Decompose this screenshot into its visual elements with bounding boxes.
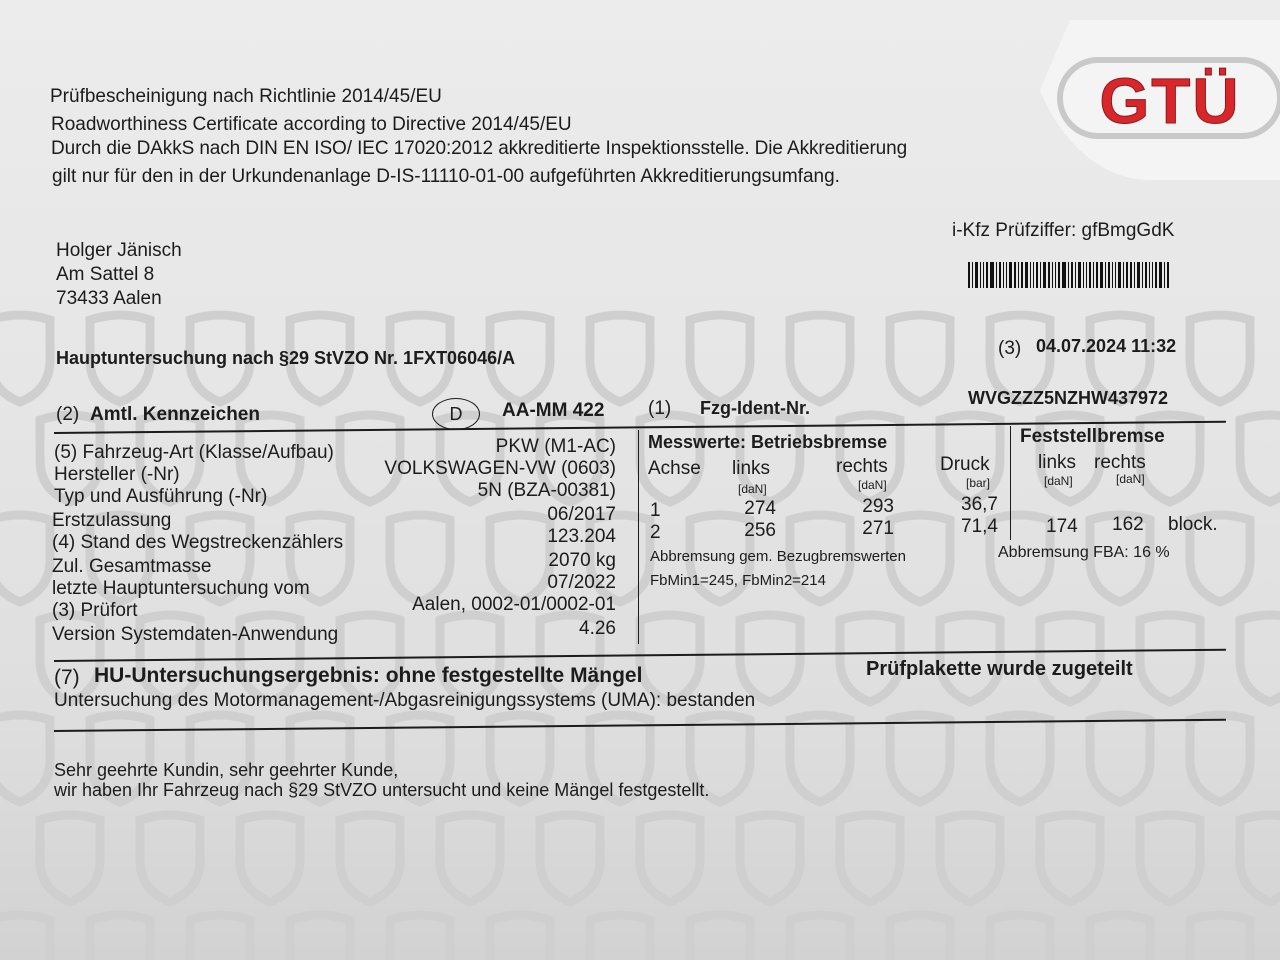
vehicle-row-0-label: (5) Fahrzeug-Art (Klasse/Aufbau) — [54, 442, 334, 463]
watermark-shield — [1190, 715, 1250, 802]
vehicle-row-5-value: 2070 kg — [548, 550, 616, 571]
watermark-shield — [940, 815, 1000, 902]
watermark-shield — [0, 515, 50, 602]
plate-prefix: (2) — [56, 404, 80, 425]
vehicle-row-0-value: PKW (M1-AC) — [495, 436, 616, 457]
vehicle-row-1-value: VOLKSWAGEN-VW (0603) — [384, 458, 616, 479]
watermark-shield — [1190, 315, 1250, 402]
barcode-bar — [1159, 262, 1162, 288]
watermark-shield — [740, 815, 800, 902]
watermark-shield — [0, 915, 50, 960]
parking-status: block. — [1168, 514, 1218, 535]
watermark-shield — [590, 915, 650, 960]
header-line-4: gilt nur für den in der Urkundenanlage D-IS-11110-01-00 aufgeführten Akkreditierungsumfang. — [52, 166, 840, 187]
watermark-shield — [240, 815, 300, 902]
barcode-bar — [1078, 262, 1081, 288]
barcode-bar — [1068, 262, 1069, 288]
vin-label: Fzg-Ident-Nr. — [700, 398, 810, 418]
vehicle-row-7-label: (3) Prüfort — [52, 600, 138, 621]
result-prefix: (7) — [54, 666, 80, 689]
brake-row-1-pressure: 36,7 — [961, 494, 998, 515]
barcode-bar — [1100, 262, 1103, 288]
parking-brake-title: Feststellbremse — [1020, 426, 1165, 447]
barcode-bar — [1033, 262, 1034, 288]
watermark-shield — [140, 815, 200, 902]
watermark-shield — [840, 815, 900, 902]
address-city: 73433 Aalen — [56, 288, 162, 309]
watermark-shield — [1040, 815, 1100, 902]
brake-unit-left: [daN] — [738, 482, 767, 496]
barcode-bar — [1021, 262, 1023, 288]
vehicle-row-3-value: 06/2017 — [547, 504, 616, 525]
barcode-bar — [1115, 262, 1116, 288]
barcode-bar — [1134, 262, 1135, 288]
plate-label: Amtl. Kennzeichen — [90, 404, 260, 425]
watermark-shield — [690, 915, 750, 960]
brake-row-2-left: 256 — [744, 520, 776, 541]
country-code-badge: D — [432, 398, 480, 430]
vehicle-row-8-value: 4.26 — [579, 618, 616, 639]
barcode — [968, 262, 1206, 288]
barcode-bar — [980, 262, 981, 288]
watermark-shield — [740, 615, 800, 702]
vehicle-row-4-value: 123.204 — [547, 526, 616, 547]
sticker-assigned: Prüfplakette wurde zugeteilt — [866, 658, 1133, 680]
barcode-bar — [986, 262, 988, 288]
barcode-bar — [968, 262, 970, 288]
barcode-bar — [1055, 262, 1056, 288]
vehicle-row-5-label: Zul. Gesamtmasse — [52, 556, 212, 577]
barcode-bar — [1112, 262, 1113, 288]
watermark-shield — [490, 915, 550, 960]
barcode-bar — [983, 262, 984, 288]
watermark-shield — [0, 715, 50, 802]
watermark-shield — [1090, 715, 1150, 802]
plate-value: AA-MM 422 — [502, 400, 605, 421]
result-title: HU-Untersuchungsergebnis: ohne festgestellte Mängel — [94, 664, 643, 687]
parking-col-right: rechts — [1094, 452, 1146, 473]
header-line-3: Durch die DAkkS nach DIN EN ISO/ IEC 17020:2012 akkreditierte Inspektionsstelle. Die Akkreditierung — [51, 138, 908, 159]
barcode-bar — [1086, 262, 1087, 288]
watermark-shield — [1240, 815, 1280, 902]
barcode-bar — [1142, 262, 1143, 288]
watermark-shield — [640, 615, 700, 702]
barcode-bar — [1155, 262, 1157, 288]
barcode-bar — [1083, 262, 1084, 288]
uma-result: Untersuchung des Motormanagement-/Abgasreinigungssystems (UMA): bestanden — [54, 690, 756, 711]
vehicle-row-2-label: Typ und Ausführung (-Nr) — [54, 486, 268, 507]
barcode-bar — [1009, 262, 1012, 288]
barcode-bar — [1014, 262, 1016, 288]
watermark-shield — [1140, 615, 1200, 702]
watermark-shield — [290, 915, 350, 960]
barcode-bar — [1062, 262, 1066, 288]
watermark-shield — [1090, 915, 1150, 960]
brake-row-1-right: 293 — [862, 496, 894, 517]
parking-unit-right: [daN] — [1116, 472, 1145, 486]
watermark-shield — [0, 315, 50, 402]
brake-note-fbmin: FbMin1=245, FbMin2=214 — [650, 572, 826, 589]
vehicle-row-2-value: 5N (BZA-00381) — [477, 480, 616, 501]
barcode-bar — [975, 262, 978, 288]
vehicle-row-4-label: (4) Stand des Wegstreckenzählers — [52, 532, 344, 553]
parking-value-right: 162 — [1112, 514, 1144, 535]
letter-body: wir haben Ihr Fahrzeug nach §29 StVZO untersucht und keine Mängel festgestellt. — [54, 780, 710, 800]
barcode-bar — [1164, 262, 1165, 288]
barcode-bar — [1058, 262, 1060, 288]
barcode-bar — [972, 262, 973, 288]
vehicle-row-6-label: letzte Hauptuntersuchung vom — [52, 578, 310, 599]
barcode-bar — [1040, 262, 1041, 288]
brake-unit-pressure: [bar] — [966, 476, 991, 490]
barcode-bar — [1118, 262, 1121, 288]
barcode-bar — [1043, 262, 1046, 288]
barcode-bar — [1149, 262, 1150, 288]
watermark-shield — [890, 715, 950, 802]
watermark-shield — [990, 715, 1050, 802]
barcode-bar — [1089, 262, 1091, 288]
watermark-shield — [990, 915, 1050, 960]
parking-fba: Abbremsung FBA: 16 % — [998, 544, 1170, 561]
watermark-shield — [540, 815, 600, 902]
barcode-bar — [1075, 262, 1076, 288]
brake-row-1-axle: 1 — [650, 500, 661, 521]
watermark-shield — [440, 815, 500, 902]
barcode-bar — [1071, 262, 1073, 288]
divider-vertical-1 — [638, 430, 639, 644]
inspection-date-prefix: (3) — [998, 338, 1022, 359]
letter-greeting: Sehr geehrte Kundin, sehr geehrter Kunde, — [54, 760, 399, 780]
barcode-bar — [990, 262, 994, 288]
watermark-shield — [640, 815, 700, 902]
watermark-shield — [1140, 815, 1200, 902]
barcode-bar — [1052, 262, 1053, 288]
brake-col-axle: Achse — [648, 458, 701, 479]
barcode-bar — [1152, 262, 1153, 288]
barcode-bar — [1108, 262, 1110, 288]
barcode-bar — [996, 262, 997, 288]
header-line-1: Prüfbescheinigung nach Richtlinie 2014/45/EU — [50, 86, 442, 107]
inspection-date: 04.07.2024 11:32 — [1036, 336, 1177, 356]
brake-col-left: links — [732, 458, 771, 479]
vehicle-row-7-value: Aalen, 0002-01/0002-01 — [412, 594, 616, 615]
brake-unit-right: [daN] — [858, 478, 887, 492]
vin-value: WVGZZZ5NZHW437972 — [968, 388, 1169, 408]
watermark-shield — [890, 315, 950, 402]
watermark-shield — [790, 715, 850, 802]
watermark-shield — [1190, 915, 1250, 960]
vehicle-row-1-label: Hersteller (-Nr) — [54, 464, 180, 485]
watermark-shield — [790, 315, 850, 402]
gtu-logo — [1030, 20, 1280, 180]
barcode-bar — [1048, 262, 1050, 288]
barcode-bar — [1167, 262, 1169, 288]
barcode-bar — [1126, 262, 1128, 288]
watermark-shield — [1240, 415, 1280, 502]
barcode-bar — [1025, 262, 1028, 288]
inspection-title: Hauptuntersuchung nach §29 StVZO Nr. 1FXT06046/A — [56, 348, 516, 368]
address-name: Holger Jänisch — [56, 240, 182, 261]
brake-col-right: rechts — [836, 456, 888, 477]
barcode-bar — [1145, 262, 1147, 288]
barcode-bar — [1003, 262, 1004, 288]
barcode-bar — [1123, 262, 1124, 288]
barcode-bar — [1006, 262, 1007, 288]
vin-prefix: (1) — [648, 398, 672, 419]
watermark-shield — [690, 315, 750, 402]
barcode-bar — [1096, 262, 1098, 288]
watermark-shield — [340, 815, 400, 902]
watermark-shield — [790, 915, 850, 960]
vehicle-row-3-label: Erstzulassung — [52, 510, 172, 531]
barcode-bar — [1018, 262, 1019, 288]
barcode-bar — [1036, 262, 1038, 288]
watermark-shield — [390, 915, 450, 960]
brake-title: Messwerte: Betriebsbremse — [648, 432, 888, 452]
barcode-bar — [1130, 262, 1132, 288]
brake-row-2-axle: 2 — [650, 522, 661, 543]
header-line-2: Roadworthiness Certificate according to Directive 2014/45/EU — [51, 114, 572, 135]
ikfz-check-code: i-Kfz Prüfziffer: gfBmgGdK — [952, 220, 1175, 241]
barcode-bar — [1093, 262, 1094, 288]
barcode-bar — [1137, 262, 1140, 288]
barcode-bar — [999, 262, 1001, 288]
watermark-shield — [890, 915, 950, 960]
divider-vertical-2 — [1010, 426, 1011, 540]
brake-note-reference: Abbremsung gem. Bezugbremswerten — [650, 548, 906, 565]
watermark-shield — [40, 815, 100, 902]
address-street: Am Sattel 8 — [56, 264, 155, 285]
vehicle-row-8-label: Version Systemdaten-Anwendung — [52, 624, 339, 645]
parking-unit-left: [daN] — [1044, 474, 1073, 488]
brake-row-2-right: 271 — [862, 518, 894, 539]
barcode-bar — [1105, 262, 1106, 288]
brake-col-pressure: Druck — [940, 454, 990, 475]
vehicle-row-6-value: 07/2022 — [547, 572, 616, 593]
barcode-bar — [1030, 262, 1031, 288]
parking-value-left: 174 — [1046, 516, 1078, 537]
watermark-shield — [1240, 615, 1280, 702]
brake-row-2-pressure: 71,4 — [961, 516, 998, 537]
parking-col-left: links — [1038, 452, 1077, 473]
watermark-shield — [190, 915, 250, 960]
watermark-shield — [90, 915, 150, 960]
watermark-shield — [590, 315, 650, 402]
brake-row-1-left: 274 — [744, 498, 776, 519]
svg-text:GTÜ: GTÜ — [1099, 65, 1241, 137]
